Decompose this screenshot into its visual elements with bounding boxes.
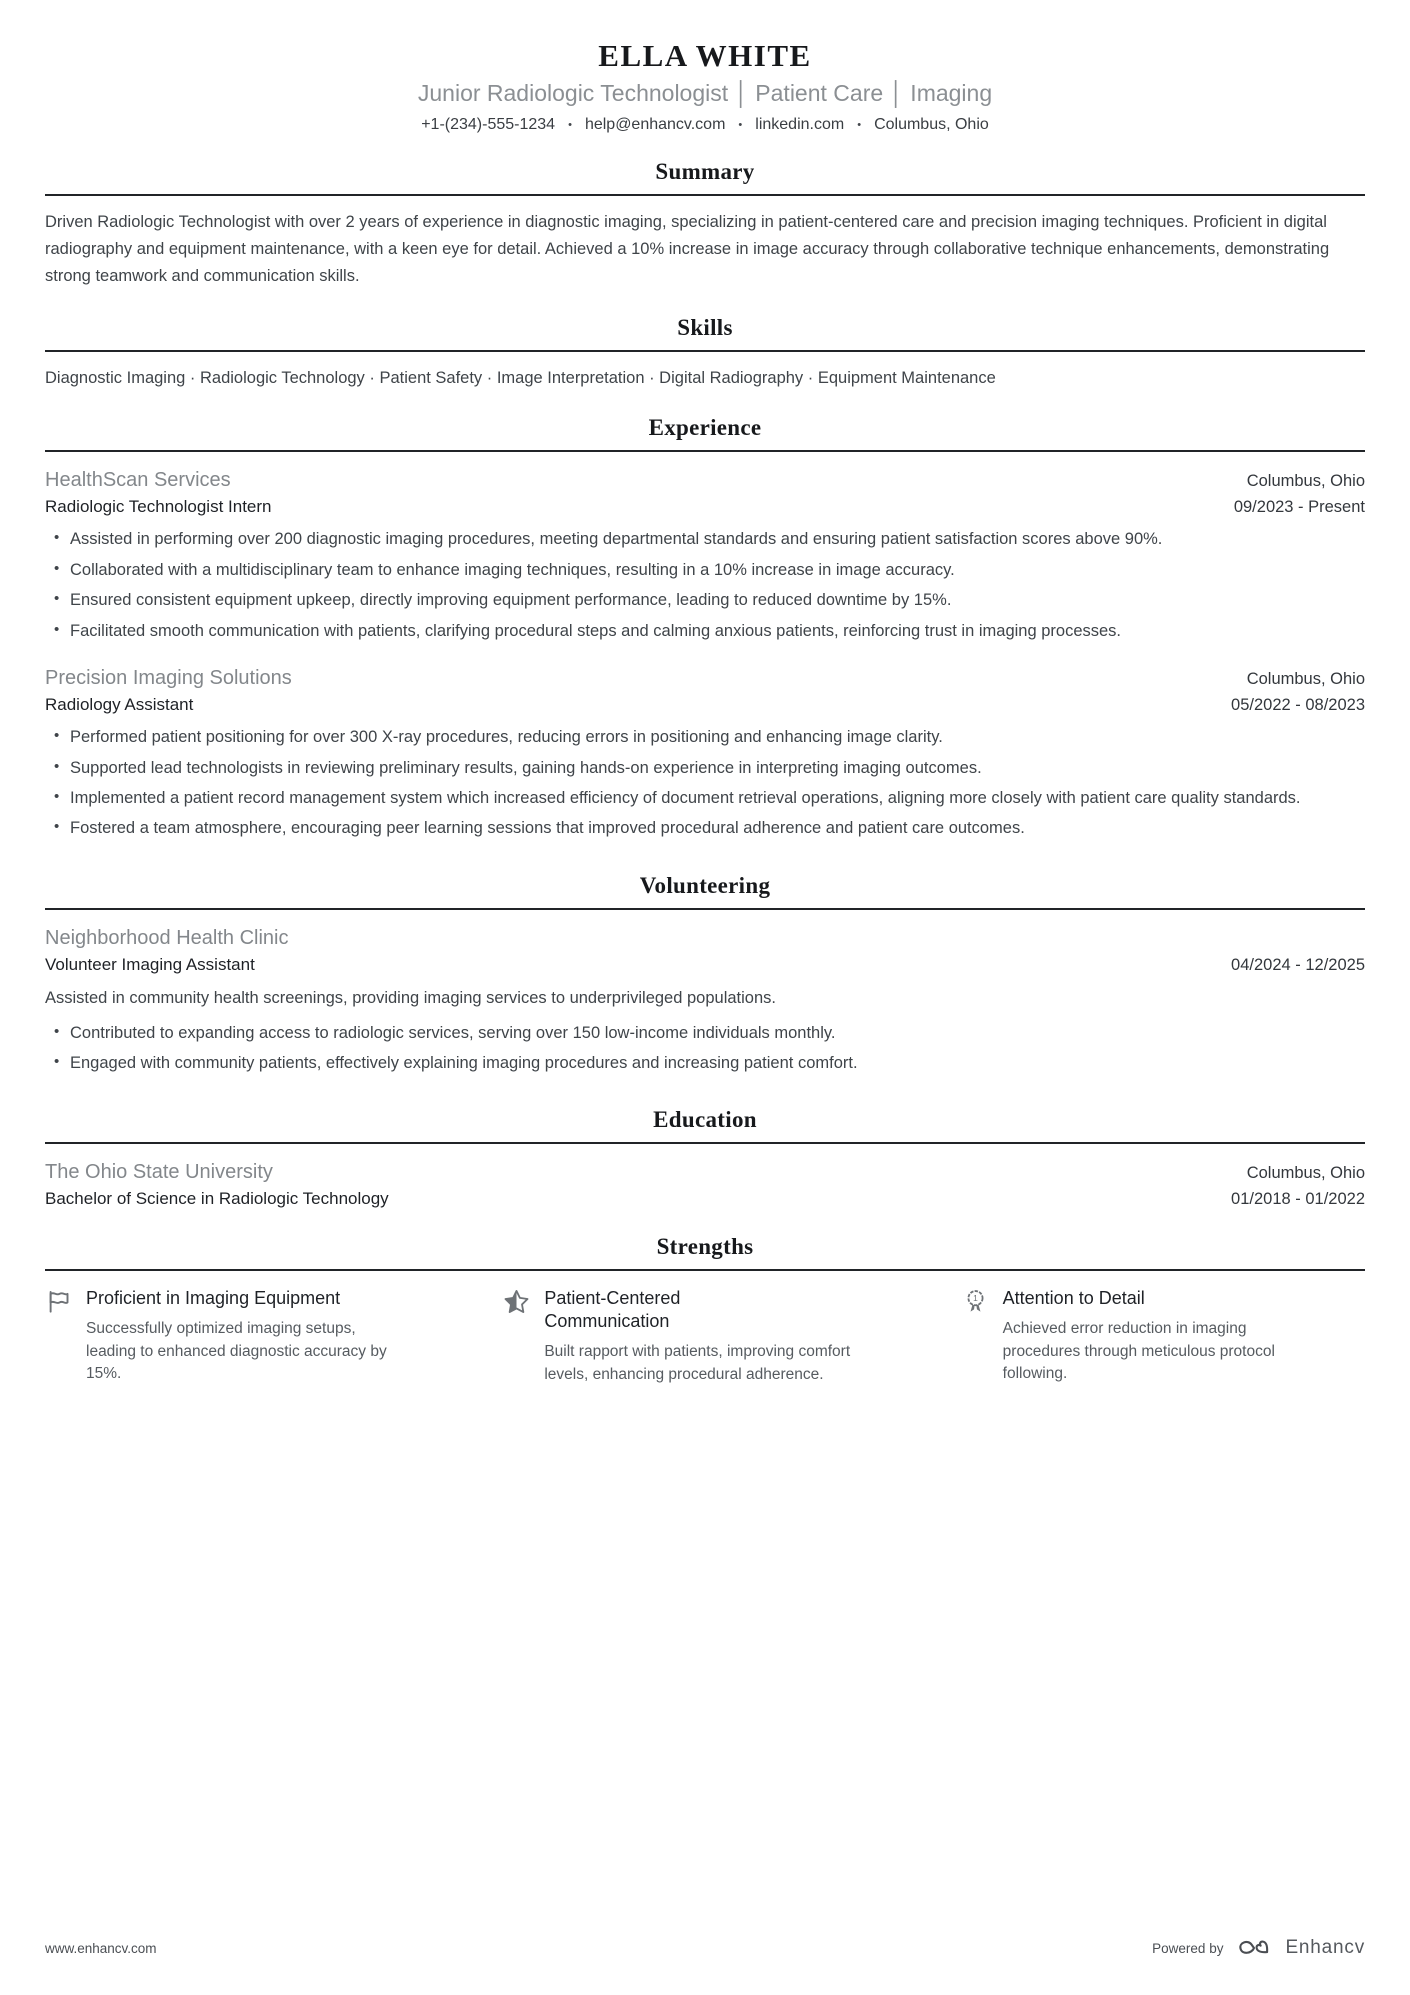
volunteering-entry — [45, 927, 1365, 1076]
strength-description: Built rapport with patients, improving comfort levels, enhancing procedural adherence. — [544, 1343, 851, 1383]
summary-text: Driven Radiologic Technologist with over 2 years of experience in diagnostic imaging, specializing in patient-centered care and precision imaging techniques. Proficient in digital radiography and equipment maintenance, with a keen eye for detail. Achieved a 10% increase in image accuracy through collaborative technique enhancements, demonstrating strong teamwork and communication skills. — [45, 213, 1330, 285]
strength-description: Achieved error reduction in imaging procedures through meticulous protocol following. — [1002, 1320, 1275, 1383]
job-bullet: • Assisted in performing over 200 diagnostic imaging procedures, meeting departmental standards and ensuring patient satisfaction scores above 90%. — [45, 528, 1365, 551]
strength-content — [544, 1287, 864, 1386]
resume-header — [45, 38, 1365, 134]
brand-name: Enhancv — [1285, 1937, 1365, 1958]
skills-title: Skills — [677, 314, 733, 340]
skills-section — [45, 315, 1365, 391]
strength-item — [503, 1287, 906, 1386]
education-dates: 01/2018 - 01/2022 — [1231, 1190, 1365, 1209]
experience-entry — [45, 667, 1365, 841]
experience-title: Experience — [648, 415, 762, 441]
enhancv-logo-icon — [1234, 1935, 1274, 1961]
job-bullet: • Collaborated with a multidisciplinary team to enhance imaging techniques, resulting in a 10% increase in image accuracy. — [45, 559, 1365, 582]
job-bullet: • Fostered a team atmosphere, encouraging peer learning sessions that improved procedural adherence and patient care outcomes. — [45, 817, 1365, 840]
email-link[interactable]: help@enhancv.com — [584, 116, 726, 133]
summary-title: Summary — [655, 159, 755, 184]
job-title: Radiology Assistant — [45, 695, 194, 715]
job-bullet-list — [45, 726, 1365, 841]
strength-title: Patient-Centered Communication — [544, 1288, 681, 1332]
job-bullet: • Supported lead technologists in reviewing preliminary results, gaining hands-on experience in interpreting imaging outcomes. — [45, 757, 1365, 780]
linkedin-link[interactable]: linkedin.com — [755, 116, 845, 133]
job-location: Columbus, Ohio — [1246, 670, 1365, 689]
volunteer-bullet-list — [45, 1022, 1365, 1076]
star-icon — [503, 1288, 530, 1315]
degree-name: Bachelor of Science in Radiologic Technology — [45, 1189, 389, 1209]
strength-title: Proficient in Imaging Equipment — [86, 1288, 341, 1309]
medal-icon — [962, 1288, 989, 1315]
job-dates: 05/2022 - 08/2023 — [1231, 696, 1365, 715]
volunteer-bullet: • Contributed to expanding access to radiologic services, serving over 150 low-income individuals monthly. — [45, 1022, 1365, 1045]
strength-description: Successfully optimized imaging setups, leading to enhanced diagnostic accuracy by 15%. — [86, 1320, 387, 1383]
phone-number: +1-(234)-555-1234 — [421, 116, 556, 133]
school-name: The Ohio State University — [45, 1161, 273, 1184]
job-bullet: • Ensured consistent equipment upkeep, directly improving equipment performance, leading to reduced downtime by 15%. — [45, 589, 1365, 612]
section-divider — [45, 350, 1365, 352]
flag-icon — [45, 1288, 72, 1315]
summary-section — [45, 159, 1365, 290]
powered-by-block — [1152, 1935, 1365, 1961]
job-bullet: • Implemented a patient record management system which increased efficiency of document retrieval operations, aligning more closely with patient care quality standards. — [45, 787, 1365, 810]
volunteering-title: Volunteering — [639, 872, 771, 898]
strength-item — [45, 1287, 448, 1386]
bullet-separator-icon: • — [738, 119, 743, 131]
volunteer-dates: 04/2024 - 12/2025 — [1231, 955, 1365, 974]
company-name: HealthScan Services — [45, 469, 231, 492]
job-dates: 09/2023 - Present — [1233, 498, 1365, 517]
education-title: Education — [653, 1107, 757, 1133]
strength-content — [1003, 1287, 1323, 1385]
strengths-section — [45, 1234, 1365, 1386]
strength-title: Attention to Detail — [1002, 1288, 1145, 1309]
job-title: Radiologic Technologist Intern — [45, 497, 272, 517]
section-divider — [45, 1142, 1365, 1144]
candidate-name: ELLA WHITE — [598, 38, 812, 73]
education-section — [45, 1107, 1365, 1209]
candidate-headline: Junior Radiologic Technologist │ Patient Care │ Imaging — [417, 80, 993, 106]
volunteering-section — [45, 873, 1365, 1083]
section-divider — [45, 1269, 1365, 1271]
strengths-grid — [45, 1287, 1365, 1386]
job-location: Columbus, Ohio — [1246, 472, 1365, 491]
job-bullet: • Facilitated smooth communication with patients, clarifying procedural steps and calming anxious patients, reinforcing trust in imaging processes. — [45, 620, 1365, 643]
organization-name: Neighborhood Health Clinic — [45, 926, 289, 949]
experience-entry — [45, 469, 1365, 643]
strength-content — [86, 1287, 406, 1385]
bullet-separator-icon: • — [568, 119, 572, 131]
contact-row — [45, 116, 1365, 134]
footer-site-link[interactable]: www.enhancv.com — [45, 1940, 157, 1956]
job-bullet-list — [45, 528, 1365, 643]
strength-item — [962, 1287, 1365, 1386]
strengths-title: Strengths — [656, 1234, 754, 1260]
page-footer — [45, 1895, 1365, 1961]
education-entry — [45, 1161, 1365, 1209]
section-divider — [45, 450, 1365, 452]
volunteer-description: Assisted in community health screenings, providing imaging services to underprivileged populations. — [45, 988, 776, 1007]
location-text: Columbus, Ohio — [874, 116, 989, 133]
job-bullet: • Performed patient positioning for over 300 X-ray procedures, reducing errors in positioning and enhancing image clarity. — [45, 726, 1365, 749]
school-location: Columbus, Ohio — [1246, 1164, 1365, 1183]
bullet-separator-icon: • — [857, 119, 862, 131]
section-divider — [45, 194, 1365, 196]
svg-text:1: 1 — [972, 1293, 978, 1304]
volunteer-role: Volunteer Imaging Assistant — [45, 954, 255, 974]
company-name: Precision Imaging Solutions — [45, 667, 292, 690]
powered-by-label: Powered by — [1152, 1940, 1224, 1956]
volunteer-bullet: • Engaged with community patients, effectively explaining imaging procedures and increasing patient comfort. — [45, 1052, 1365, 1075]
experience-section — [45, 415, 1365, 847]
skills-list: Diagnostic Imaging · Radiologic Technology · Patient Safety · Image Interpretation · Digital Radiography · Equipment Maintenance — [45, 368, 996, 387]
section-divider — [45, 908, 1365, 910]
